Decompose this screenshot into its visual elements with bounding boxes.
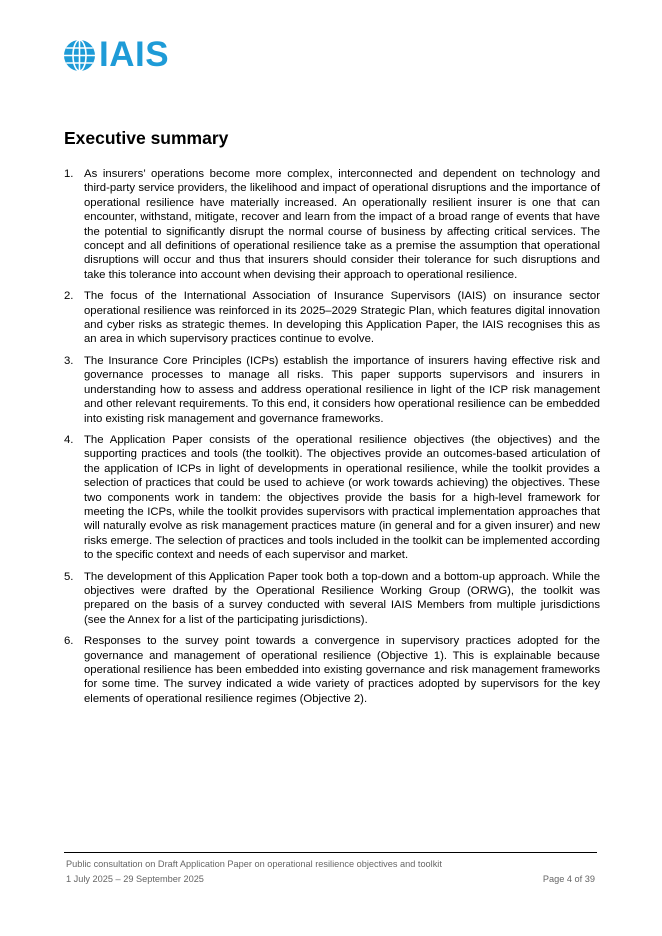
- paragraph-number: 1.: [64, 168, 74, 180]
- paragraph-text: As insurers’ operations become more complex, interconnected and dependent on technology and third-party service providers, the likelihood and impact of operational disruptions and the importance of operational resilience have materially increased. An operationally resilient insurer is one that can encounter, withstand, mitigate, recover and learn from the impact of a broad range of events that have the potential to significantly disrupt the normal course of business by affecting critical services. The concept and all definitions of operational resilience take as a premise the assumption that operational disruptions will occur and thus that insurers should consider their tolerance for such disruptions and take this tolerance into account when devising their approach to operational resilience.: [84, 168, 600, 281]
- paragraph-list: [64, 167, 600, 713]
- section-title: Executive summary: [64, 128, 229, 148]
- globe-icon: [63, 39, 96, 72]
- paragraph-number: 3.: [64, 354, 74, 367]
- paragraph: [64, 167, 600, 282]
- paragraph-text: The development of this Application Paper took both a top-down and a bottom-up approach. While the objectives were drafted by the Operational Resilience Working Group (ORWG), the toolkit was prepared on the basis of a survey conducted with several IAIS Members from multiple jurisdictions (see the Annex for a list of the participating jurisdictions).: [84, 570, 600, 626]
- paragraph: [64, 289, 600, 347]
- paragraph-number: 2.: [64, 290, 74, 303]
- paragraph-text: The focus of the International Association of Insurance Supervisors (IAIS) on insurance sector operational resilience was reinforced in its 2025–2029 Strategic Plan, which features digital innovation and cyber risks as strategic themes. In developing this Application Paper, the IAIS recognises this as an area in which supervisory practices continue to evolve.: [84, 290, 600, 346]
- paragraph: [64, 433, 600, 563]
- logo-text: IAIS: [99, 35, 170, 74]
- footer-title: Public consultation on Draft Application Paper on operational resilience objectives and toolkit: [66, 859, 442, 869]
- footer-divider: [64, 852, 597, 853]
- paragraph-text: The Application Paper consists of the operational resilience objectives (the objectives) and the supporting practices and tools (the toolkit). The objectives provide an outcomes-based articulation of the application of ICPs in light of developments in operational resilience, while the toolkit provides a selection of practices that could be used to achieve (or work towards achieving) the objectives. These two components work in tandem: the objectives provide the basis for a high-level framework for meeting the ICPs, while the toolkit provides supervisors with practical implementation approaches that will naturally evolve as risk management practices mature (in general and for a given insurer) and new risks emerge. The selection of practices and tools included in the toolkit can be implemented according to the specific context and needs of each supervisor and market.: [84, 433, 600, 562]
- paragraph-text: Responses to the survey point towards a convergence in supervisory practices adopted for the governance and management of operational resilience (Objective 1). This is explainable because operational resilience has been embedded into existing governance and risk management frameworks for some time. The survey indicated a wide variety of practices adopted by supervisors for the key elements of operational resilience regimes (Objective 2).: [84, 635, 600, 705]
- paragraph: [64, 354, 600, 426]
- paragraph-number: 5.: [64, 570, 74, 583]
- iais-logo: [63, 35, 170, 74]
- paragraph: [64, 570, 600, 628]
- footer-dates: 1 July 2025 – 29 September 2025: [66, 874, 204, 884]
- page-number: Page 4 of 39: [542, 874, 595, 884]
- paragraph-text: The Insurance Core Principles (ICPs) establish the importance of insurers having effective risk and governance processes to manage all risks. This paper supports supervisors and insurers in understanding how to assess and address operational resilience in light of the ICP risk management and other relevant requirements. To this end, it considers how operational resilience can be embedded into existing risk management and governance frameworks.: [84, 354, 600, 425]
- paragraph-number: 6.: [64, 635, 74, 648]
- paragraph: [64, 634, 600, 706]
- paragraph-number: 4.: [64, 433, 74, 446]
